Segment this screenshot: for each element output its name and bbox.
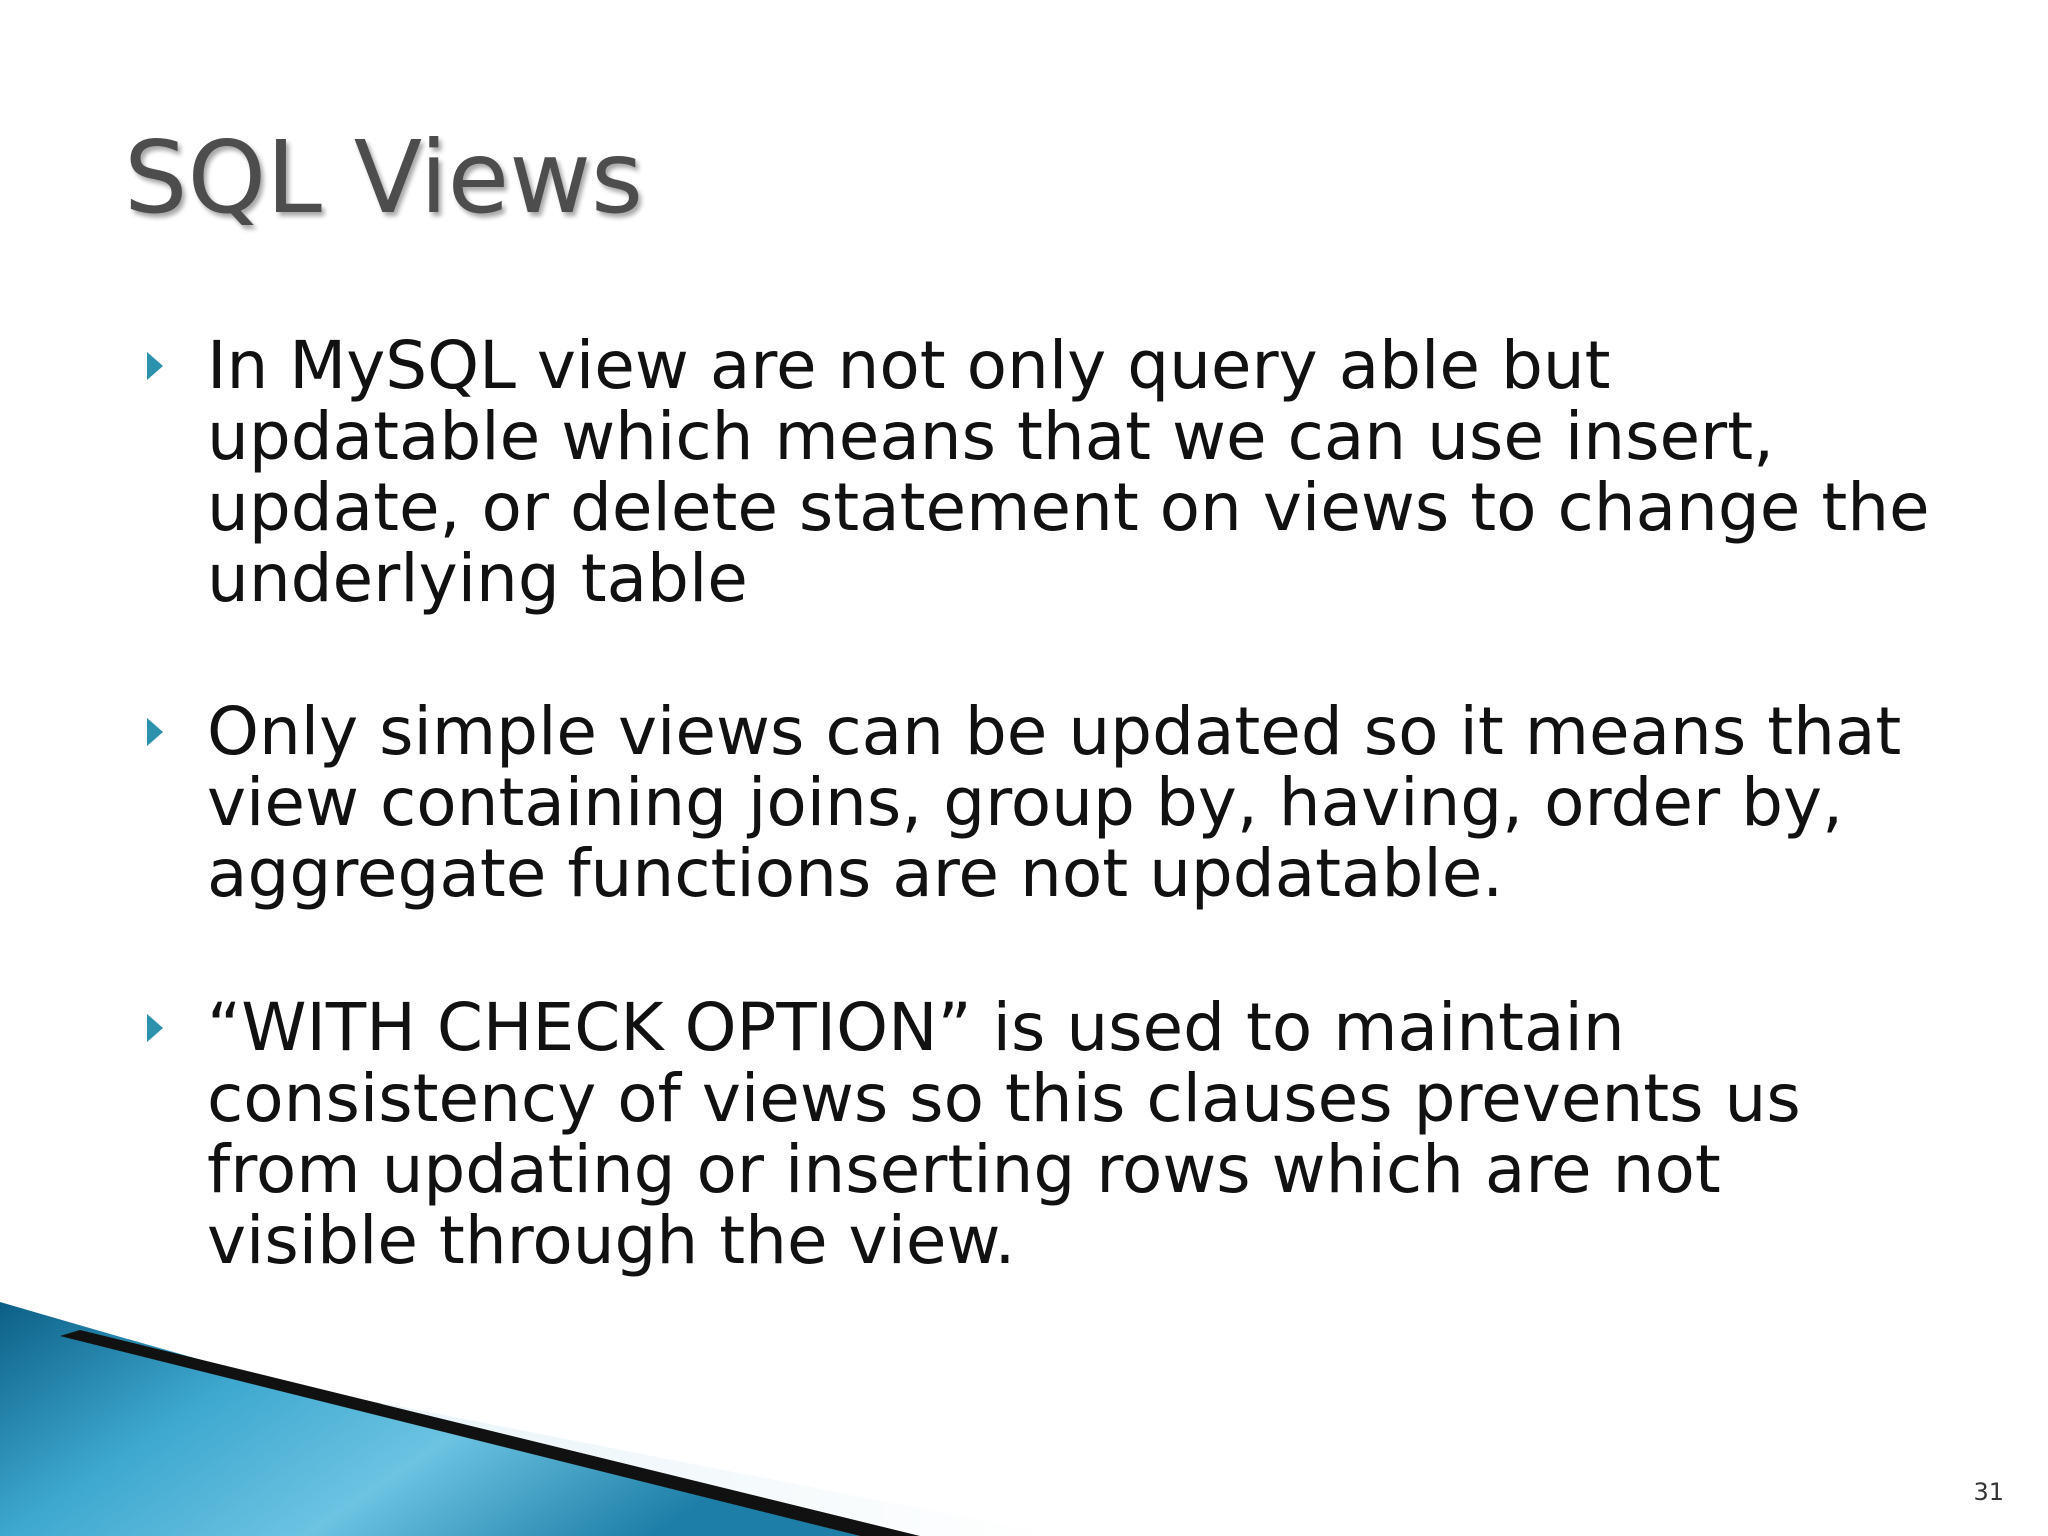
slide-number: 31: [1973, 1478, 2004, 1506]
triangle-right-icon: [147, 718, 163, 746]
triangle-right-icon: [147, 1014, 163, 1042]
triangle-right-icon: [147, 352, 163, 380]
bullet-text: In MySQL view are not only query able but updatable which means that we can use insert, update, or delete statement on views to change the underlying table: [207, 327, 1930, 617]
bullet-text: “WITH CHECK OPTION” is used to maintain consistency of views so this clauses prevents us from updating or inserting rows which are not visible through the view.: [207, 989, 1801, 1279]
bullet-text: Only simple views can be updated so it means that view containing joins, group by, having, order by, aggregate functions are not updatable.: [207, 693, 1902, 912]
slide-title: SQL Views: [124, 119, 644, 236]
